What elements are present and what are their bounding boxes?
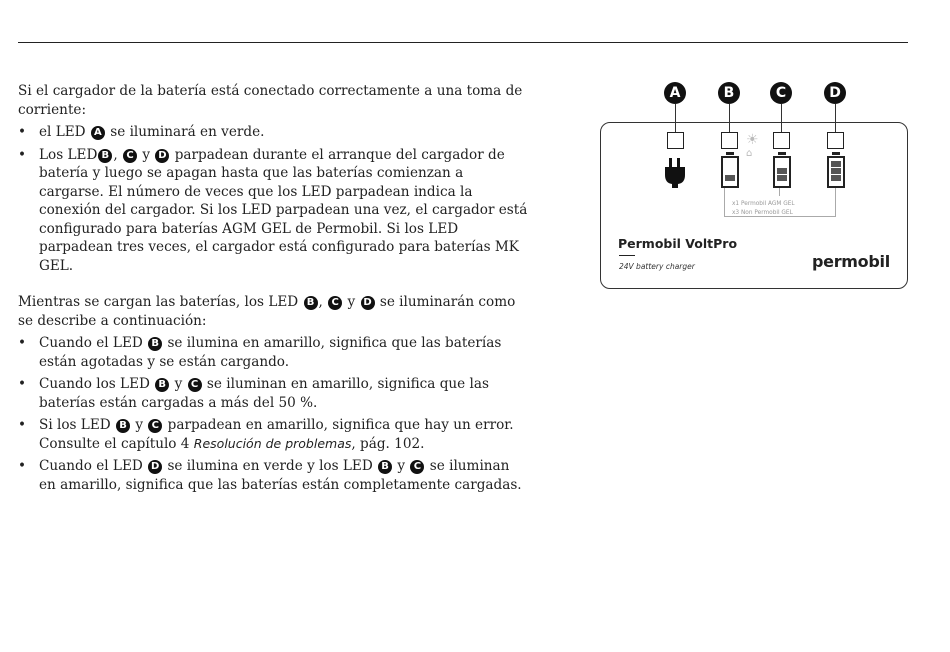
list-item — [18, 334, 528, 371]
body-text — [18, 82, 528, 494]
list-text: y — [174, 376, 183, 392]
led-b-badge: B — [378, 460, 392, 474]
figure-label-b: B — [718, 82, 740, 104]
header-rule — [18, 42, 908, 43]
brand-underline — [619, 255, 635, 256]
led-b-badge: B — [304, 296, 318, 310]
led-b-badge: B — [155, 378, 169, 392]
list-text: , pág. 102. — [351, 435, 425, 452]
list-text: Los LED — [39, 146, 98, 163]
list-text: parpadean durante el arranque del cargador de batería y luego se apagan hasta que las baterías comienzan a cargarse. El número de veces que los LED parpadean indica la conexión del cargador. Si los LED parpadean una vez, el cargador está configurado para baterías AGM GEL de Permobil. Si los LED parpadean tres veces, el cargador está configurado para baterías MK GEL. — [39, 146, 528, 274]
list-text: Si los LED — [39, 417, 111, 433]
para-text: , — [318, 294, 323, 310]
list-text: Cuando el LED — [39, 335, 143, 351]
list-text: se iluminará en verde. — [110, 124, 265, 140]
list-item — [18, 457, 528, 494]
list-item — [18, 123, 528, 142]
led-d-badge: D — [155, 149, 169, 163]
battery-low-icon — [721, 156, 739, 188]
led-a-badge: A — [91, 126, 105, 140]
charger-figure — [598, 78, 910, 290]
charging-list — [18, 334, 528, 494]
list-text: Cuando el LED — [39, 458, 143, 474]
sun-icon: ☀ — [746, 132, 759, 148]
led-c-badge: C — [410, 460, 424, 474]
para-text: y — [347, 294, 356, 310]
battery-full-icon — [827, 156, 845, 188]
charging-paragraph — [18, 293, 528, 330]
led-c-badge: C — [148, 419, 162, 433]
list-item — [18, 146, 528, 276]
battery-half-icon — [773, 156, 791, 188]
list-text: se ilumina en verde y los LED — [167, 458, 373, 474]
para-text: Mientras se cargan las baterías, los LED — [18, 294, 299, 310]
led-d-badge: D — [148, 460, 162, 474]
figure-label-c: C — [770, 82, 792, 104]
power-plug-icon — [662, 158, 688, 188]
permobil-logo: permobil — [812, 252, 890, 271]
list-text: y — [142, 146, 151, 163]
list-text: y — [397, 458, 406, 474]
led-d-indicator — [827, 132, 844, 149]
legend-line-1: x1 Permobil AGM GEL — [732, 201, 795, 207]
list-text: se iluminan en amarillo, significa que las baterías están cargadas a más del 50 %. — [39, 376, 489, 411]
led-b-badge: B — [148, 337, 162, 351]
led-b-badge: B — [98, 149, 112, 163]
product-subtitle: 24V battery charger — [619, 262, 695, 271]
led-c-badge: C — [123, 149, 137, 163]
list-text: y — [135, 417, 144, 433]
led-b-indicator — [721, 132, 738, 149]
para-text: se iluminarán como se describe a continuación: — [18, 294, 516, 329]
flash-legend — [732, 200, 832, 218]
startup-list — [18, 123, 528, 275]
led-b-badge: B — [116, 419, 130, 433]
list-text: Cuando los LED — [39, 376, 150, 392]
list-text: el LED — [39, 124, 86, 140]
figure-label-d: D — [824, 82, 846, 104]
list-text: , — [113, 146, 118, 163]
intro-paragraph: Si el cargador de la batería está conectado correctamente a una toma de corriente: — [18, 83, 523, 118]
list-text: se ilumina en amarillo, significa que las baterías están agotadas y se están cargando. — [39, 335, 502, 370]
list-text: se iluminan en amarillo, significa que las baterías están completamente cargadas. — [39, 458, 522, 493]
chapter-reference: Resolución de problemas — [193, 435, 352, 451]
led-c-indicator — [773, 132, 790, 149]
figure-label-a: A — [664, 82, 686, 104]
lamp-icon: ⌂ — [746, 148, 753, 159]
legend-line-2: x3 Non Permobil GEL — [732, 210, 793, 216]
led-c-badge: C — [328, 296, 342, 310]
led-c-badge: C — [188, 378, 202, 392]
led-d-badge: D — [361, 296, 375, 310]
list-item — [18, 416, 528, 453]
list-item — [18, 375, 528, 412]
product-name: Permobil VoltPro — [618, 236, 738, 251]
list-text: parpadean en amarillo, significa que hay un error. Consulte el capítulo 4 — [39, 417, 514, 452]
led-a-indicator — [667, 132, 684, 149]
